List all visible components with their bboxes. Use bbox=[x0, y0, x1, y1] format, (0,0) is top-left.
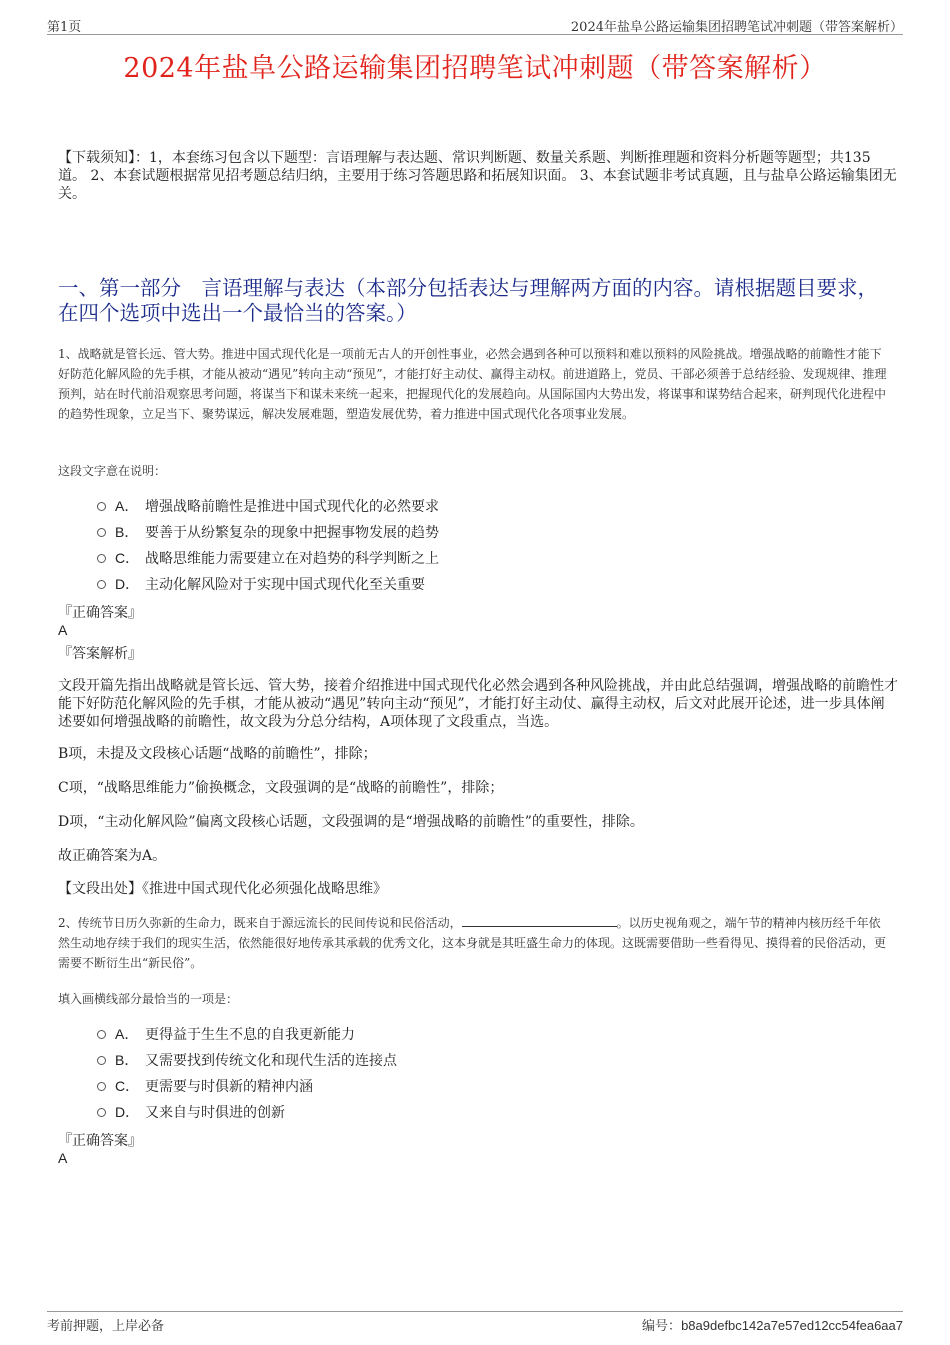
answer-label: 『正确答案』 bbox=[58, 1133, 142, 1149]
analysis-paragraph: B项，未提及文段核心话题“战略的前瞻性”，排除； bbox=[58, 746, 377, 762]
source-citation: 【文段出处】《推进中国式现代化必须强化战略思维》 bbox=[58, 881, 387, 897]
radio-icon[interactable] bbox=[97, 554, 106, 563]
answer-value: A bbox=[58, 1150, 68, 1166]
page-footer bbox=[47, 1311, 903, 1332]
radio-icon[interactable] bbox=[97, 1056, 106, 1065]
question-1-text: 1、战略就是管长远、管大势。推进中国式现代化是一项前无古人的开创性事业，必然会遇到各种可以预料和难以预料的风险挑战。增强战略的前瞻性才能下好防范化解风险的先手棋，才能从被动“遇见”转向主动“预见”，才能打好主动仗、赢得主动权。前进道路上，党员、干部必须善于总结经验、发现规律、推理预判，站在时代前沿观察思考问题，将谋当下和谋未来统一起来，把握现代化的发展趋向。从国际国内大势出发，将谋事和谋势结合起来，研判现代化进程中的趋势性现象，立足当下、聚势谋远，解决发展难题，塑造发展优势，着力推进中国式现代化各项事业发展。 bbox=[58, 347, 887, 421]
question-2-options bbox=[95, 1021, 397, 1125]
radio-icon[interactable] bbox=[97, 1082, 106, 1091]
option-c[interactable]: C． 更需要与时俱新的精神内涵 bbox=[95, 1073, 397, 1099]
radio-icon[interactable] bbox=[97, 1108, 106, 1117]
question-2-prompt: 填入画横线部分最恰当的一项是： bbox=[58, 992, 239, 1006]
option-c[interactable]: C． 战略思维能力需要建立在对趋势的科学判断之上 bbox=[95, 545, 439, 571]
page-number: 第1页 bbox=[47, 20, 82, 35]
option-a[interactable]: A． 更得益于生生不息的自我更新能力 bbox=[95, 1021, 397, 1047]
question-1-prompt: 这段文字意在说明： bbox=[58, 464, 167, 478]
radio-icon[interactable] bbox=[97, 502, 106, 511]
analysis-paragraph: C项，“战略思维能力”偷换概念，文段强调的是“战略的前瞻性”，排除； bbox=[58, 780, 504, 796]
answer-value: A bbox=[58, 622, 68, 638]
analysis-paragraph: 故正确答案为A。 bbox=[58, 848, 167, 864]
section-heading: 一、第一部分 言语理解与表达（本部分包括表达与理解两方面的内容。请根据题目要求，在四个选项中选出一个最恰当的答案。） bbox=[58, 276, 878, 325]
page-header bbox=[47, 14, 903, 35]
option-b[interactable]: B． 又需要找到传统文化和现代生活的连接点 bbox=[95, 1047, 397, 1073]
option-a[interactable]: A． 增强战略前瞻性是推进中国式现代化的必然要求 bbox=[95, 493, 439, 519]
document-title: 2024年盐阜公路运输集团招聘笔试冲刺题（带答案解析） bbox=[123, 53, 827, 84]
analysis-paragraph: D项，“主动化解风险”偏离文段核心话题，文段强调的是“增强战略的前瞻性”的重要性，排除。 bbox=[58, 814, 644, 830]
question-1-options bbox=[95, 493, 439, 597]
radio-icon[interactable] bbox=[97, 1030, 106, 1039]
analysis-label: 『答案解析』 bbox=[58, 646, 142, 662]
document-code: 编号：b8a9defbc142a7e57ed12cc54fea6aa7 bbox=[642, 1318, 903, 1334]
download-notice: 【下载须知】：1，本套练习包含以下题型：言语理解与表达题、常识判断题、数量关系题、判断推理题和资料分析题等题型；共135道。 2、本套试题根据常见招考题总结归纳，主要用于练习答题思路和拓展知识面。 3、本套试题非考试真题，且与盐阜公路运输集团无关。 bbox=[58, 150, 897, 202]
radio-icon[interactable] bbox=[97, 580, 106, 589]
option-d[interactable]: D． 主动化解风险对于实现中国式现代化至关重要 bbox=[95, 571, 439, 597]
option-d[interactable]: D． 又来自与时俱进的创新 bbox=[95, 1099, 397, 1125]
answer-label: 『正确答案』 bbox=[58, 605, 142, 621]
footer-slogan: 考前押题，上岸必备 bbox=[47, 1319, 165, 1334]
analysis-paragraph: 文段开篇先指出战略就是管长远、管大势，接着介绍推进中国式现代化必然会遇到各种风险挑战，并由此总结强调，增强战略的前瞻性才能下好防范化解风险的先手棋，才能从被动“遇见”转向主动“预见”，才能打好主动仗、赢得主动权，后文对此展开论述，进一步具体阐述要如何增强战略的前瞻性，故文段为分总分结构，A项体现了文段重点，当选。 bbox=[58, 678, 898, 730]
option-b[interactable]: B． 要善于从纷繁复杂的现象中把握事物发展的趋势 bbox=[95, 519, 439, 545]
question-2-text: 2、传统节日历久弥新的生命力，既来自于源远流长的民间传说和民俗活动， 。以历史视角观之，端午节的精神内核历经千年依然生动地存续于我们的现实生活，依然能很好地传承其承载的优秀文化，这本身就是其旺盛生命力的体现。这既需要借助一些看得见、摸得着的民俗活动，更需要不断衍生出“新民俗”。 bbox=[58, 916, 887, 970]
header-doc-title: 2024年盐阜公路运输集团招聘笔试冲刺题（带答案解析） bbox=[570, 20, 903, 35]
radio-icon[interactable] bbox=[97, 528, 106, 537]
fill-blank bbox=[462, 914, 617, 927]
